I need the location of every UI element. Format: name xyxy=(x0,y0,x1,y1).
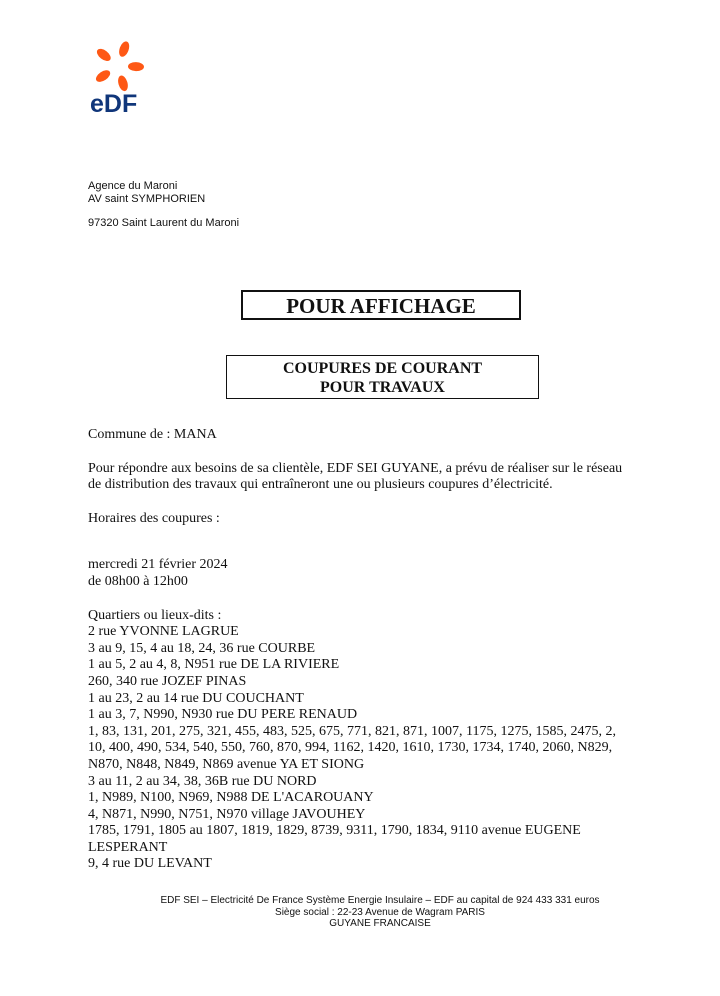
footer-region: GUYANE FRANCAISE xyxy=(329,918,431,929)
agency-street: AV saint SYMPHORIEN xyxy=(88,193,206,205)
street-item: 1, N989, N100, N969, N988 DE L'ACAROUANY xyxy=(88,790,374,806)
edf-logo xyxy=(86,34,152,116)
intro-line-2: de distribution des travaux qui entraîneront une ou plusieurs coupures d’électricité. xyxy=(88,477,553,493)
street-item: LESPERANT xyxy=(88,839,168,855)
street-item: 4, N871, N990, N751, N970 village JAVOUHEY xyxy=(88,806,366,822)
agency-name: Agence du Maroni xyxy=(88,180,178,192)
street-item: 1785, 1791, 1805 au 1807, 1819, 1829, 8739, 9311, 1790, 1834, 9110 avenue EUGENE xyxy=(88,823,581,839)
street-item: 260, 340 rue JOZEF PINAS xyxy=(88,673,247,689)
commune-label: Commune de : MANA xyxy=(88,427,217,442)
street-item: 1, 83, 131, 201, 275, 321, 455, 483, 525, 675, 771, 821, 871, 1007, 1175, 1275, 1585, 2475, 2, xyxy=(88,723,616,739)
street-item: 3 au 9, 15, 4 au 18, 24, 36 rue COURBE xyxy=(88,640,316,656)
subtitle-line-1: COUPURES DE COURANT xyxy=(282,360,483,377)
agency-address xyxy=(88,180,239,230)
street-item: 10, 400, 490, 534, 540, 550, 760, 870, 994, 1162, 1420, 1610, 1730, 1734, 1740, 2060, N829, xyxy=(88,740,613,756)
street-item: 9, 4 rue DU LEVANT xyxy=(88,856,212,872)
svg-text:eDF: eDF xyxy=(90,90,138,116)
street-item: N870, N848, N849, N869 avenue YA ET SIONG xyxy=(88,756,365,772)
street-item: 1 au 5, 2 au 4, 8, N951 rue DE LA RIVIERE xyxy=(88,657,340,673)
street-item: 3 au 11, 2 au 34, 38, 36B rue DU NORD xyxy=(88,773,317,789)
streets-list xyxy=(88,624,718,873)
subtitle-line-2: POUR TRAVAUX xyxy=(320,379,445,396)
edf-logo-icon xyxy=(86,34,152,116)
footer-address: Siège social : 22-23 Avenue de Wagram PARIS xyxy=(275,906,485,918)
notice-body xyxy=(88,427,718,873)
notice-title: POUR AFFICHAGE xyxy=(241,290,521,320)
outage-date: mercredi 21 février 2024 xyxy=(88,557,228,573)
quartiers-label: Quartiers ou lieux-dits : xyxy=(88,607,222,623)
horaires-label: Horaires des coupures : xyxy=(88,510,220,526)
street-item: 1 au 23, 2 au 14 rue DU COUCHANT xyxy=(88,690,304,706)
street-item: 1 au 3, 7, N990, N930 rue DU PERE RENAUD xyxy=(88,707,358,723)
footer-company: EDF SEI – Electricité De France Système Energie Insulaire – EDF au capital de 924 433 331 euros xyxy=(160,895,600,906)
agency-city: 97320 Saint Laurent du Maroni xyxy=(88,217,240,229)
notice-subtitle xyxy=(226,355,539,399)
intro-line-1: Pour répondre aux besoins de sa clientèle, EDF SEI GUYANE, a prévu de réaliser sur le réseau xyxy=(88,460,623,476)
outage-time: de 08h00 à 12h00 xyxy=(88,573,188,589)
street-item: 2 rue YVONNE LAGRUE xyxy=(88,624,239,640)
document-footer xyxy=(0,895,720,930)
